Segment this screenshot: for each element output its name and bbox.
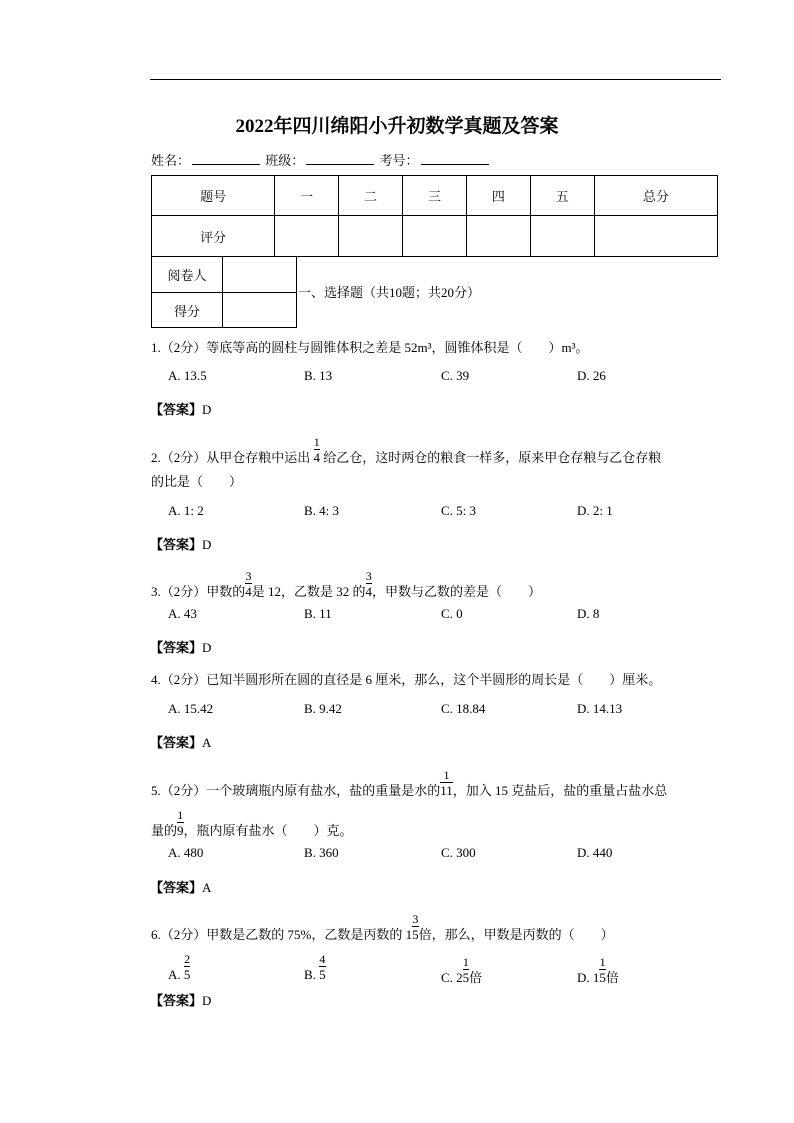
- option-label: A.: [168, 967, 184, 982]
- numerator: 1: [313, 435, 320, 449]
- option-c: [441, 955, 483, 986]
- score-cell: [339, 216, 403, 257]
- denominator: 11: [440, 783, 453, 798]
- fraction: [599, 955, 606, 986]
- denominator: 5: [412, 927, 419, 942]
- question-text: 2.（2分）从甲仓存粮中运出: [151, 450, 314, 465]
- fraction: [183, 952, 191, 983]
- numerator: 3: [245, 569, 252, 583]
- option-b: B. 13: [304, 368, 333, 383]
- fraction: [462, 955, 470, 986]
- suffix: 倍: [605, 970, 619, 985]
- option-a: [168, 952, 191, 983]
- score-label: 得分: [152, 293, 223, 328]
- answer-label: 【答案】: [150, 640, 203, 655]
- question-text: 量的: [151, 823, 178, 838]
- option-c: C. 300: [441, 845, 476, 860]
- numerator: 1: [599, 955, 606, 969]
- option-label: C.: [441, 970, 457, 985]
- denominator: 5: [599, 970, 606, 985]
- question-5-line2: [151, 808, 353, 839]
- option-c: C. 0: [441, 606, 463, 621]
- option-d: D. 26: [577, 368, 606, 383]
- score-header: 五: [530, 176, 594, 216]
- question-4: 4.（2分）已知半圆形所在圆的直径是 6 厘米，那么，这个半圆形的周长是（ ）厘米。: [151, 672, 662, 687]
- option-d: D. 2: 1: [577, 503, 613, 518]
- page-title: 2022年四川绵阳小升初数学真题及答案: [235, 116, 559, 137]
- score-cell: [466, 216, 530, 257]
- whole: 1: [592, 970, 600, 985]
- score-table: [151, 175, 718, 257]
- numerator: 1: [462, 955, 469, 969]
- answer-value: D: [202, 537, 212, 552]
- answer-label: 【答案】: [150, 402, 203, 417]
- option-d: D. 8: [577, 606, 600, 621]
- answer-3: [150, 637, 211, 656]
- fraction: [245, 569, 252, 600]
- question-text: 3.（2分）甲数的: [151, 584, 246, 599]
- option-a: A. 43: [168, 606, 197, 621]
- class-field[interactable]: [306, 152, 374, 165]
- exam-no-field[interactable]: [421, 152, 489, 165]
- denominator: 4: [245, 584, 252, 599]
- answer-value: A: [202, 880, 212, 895]
- fraction: [313, 435, 321, 466]
- question-3: [151, 569, 542, 600]
- answer-label: 【答案】: [150, 880, 203, 895]
- denominator: 5: [462, 970, 470, 985]
- class-label: 班级：: [265, 153, 305, 168]
- answer-1: [150, 399, 211, 418]
- denominator: 5: [319, 967, 326, 982]
- grader-table: [151, 256, 297, 328]
- name-field[interactable]: [192, 152, 260, 165]
- question-text: 6.（2分）甲数是乙数的 75%，乙数是丙数的 1: [151, 927, 413, 942]
- denominator: 5: [183, 967, 191, 982]
- reviewer-label: 阅卷人: [152, 257, 223, 293]
- question-2-line2: 的比是（ ）: [151, 474, 243, 489]
- option-b: B. 9.42: [304, 701, 342, 716]
- option-a: A. 15.42: [168, 701, 214, 716]
- student-info: [151, 150, 491, 169]
- fraction: [319, 952, 326, 983]
- answer-value: D: [202, 993, 212, 1008]
- score-header: 三: [403, 176, 467, 216]
- question-text: 5.（2分）一个玻璃瓶内原有盐水，盐的重量是水的: [151, 783, 441, 798]
- option-d: D. 440: [577, 845, 613, 860]
- option-b: B. 11: [304, 606, 332, 621]
- question-1: 1.（2分）等底等高的圆柱与圆锥体积之差是 52m³，圆锥体积是（ ）m³。: [151, 340, 589, 355]
- answer-5: [150, 877, 211, 896]
- fraction: [177, 808, 184, 839]
- fraction: [412, 912, 419, 943]
- question-6: [151, 912, 614, 943]
- answer-6: [150, 990, 211, 1009]
- question-text: 倍，那么，甲数是丙数的（ ）: [418, 927, 614, 942]
- answer-4: [150, 732, 211, 751]
- option-a: A. 480: [168, 845, 204, 860]
- answer-label: 【答案】: [150, 993, 203, 1008]
- denominator: 9: [177, 823, 184, 838]
- answer-value: D: [202, 402, 212, 417]
- score-header: 四: [466, 176, 530, 216]
- option-b: B. 360: [304, 845, 339, 860]
- numerator: 1: [440, 768, 453, 783]
- question-text: ，加入 15 克盐后，盐的重量占盐水总: [452, 783, 668, 798]
- option-c: C. 39: [441, 368, 470, 383]
- numerator: 2: [184, 952, 191, 966]
- score-header: 题号: [152, 176, 275, 216]
- score-cell: [403, 216, 467, 257]
- question-text: ，甲数与乙数的差是（ ）: [372, 584, 542, 599]
- score-cell: [530, 216, 594, 257]
- question-5: [151, 768, 668, 799]
- question-text: 是 12，乙数是 32 的: [251, 584, 366, 599]
- option-a: A. 1: 2: [168, 503, 204, 518]
- option-d: [577, 955, 619, 986]
- option-label: B.: [304, 967, 320, 982]
- answer-2: [150, 534, 211, 553]
- numerator: 4: [319, 952, 326, 966]
- option-c: C. 18.84: [441, 701, 486, 716]
- suffix: 倍: [469, 970, 483, 985]
- header-rule: [150, 79, 721, 80]
- denominator: 4: [365, 584, 373, 599]
- score-cell: [223, 293, 297, 328]
- option-d: D. 14.13: [577, 701, 623, 716]
- score-header: 总分: [594, 176, 717, 216]
- exam-no-label: 考号：: [379, 153, 419, 168]
- option-b: B. 4: 3: [304, 503, 340, 518]
- option-c: C. 5: 3: [441, 503, 477, 518]
- score-cell: [594, 216, 717, 257]
- fraction: [365, 569, 373, 600]
- reviewer-cell: [223, 257, 297, 293]
- answer-label: 【答案】: [150, 537, 203, 552]
- score-cell: [275, 216, 339, 257]
- fraction: [440, 768, 453, 799]
- question-2: [151, 435, 662, 466]
- denominator: 4: [313, 450, 321, 465]
- numerator: 3: [412, 912, 419, 926]
- answer-value: D: [202, 640, 212, 655]
- section-heading: 一、选择题（共10题；共20分）: [298, 285, 481, 300]
- option-a: A. 13.5: [168, 368, 207, 383]
- score-header: 二: [339, 176, 403, 216]
- whole: 2: [456, 970, 463, 985]
- option-b: [304, 952, 326, 983]
- question-text: 给乙仓，这时两仓的粮食一样多，原来甲仓存粮与乙仓存粮: [320, 450, 662, 465]
- numerator: 3: [365, 569, 372, 583]
- answer-value: A: [202, 735, 212, 750]
- name-label: 姓名：: [151, 153, 191, 168]
- numerator: 1: [177, 808, 184, 822]
- question-text: ，瓶内原有盐水（ ）克。: [183, 823, 353, 838]
- option-label: D.: [577, 970, 593, 985]
- answer-label: 【答案】: [150, 735, 203, 750]
- score-row-label: 评分: [152, 216, 275, 257]
- score-header: 一: [275, 176, 339, 216]
